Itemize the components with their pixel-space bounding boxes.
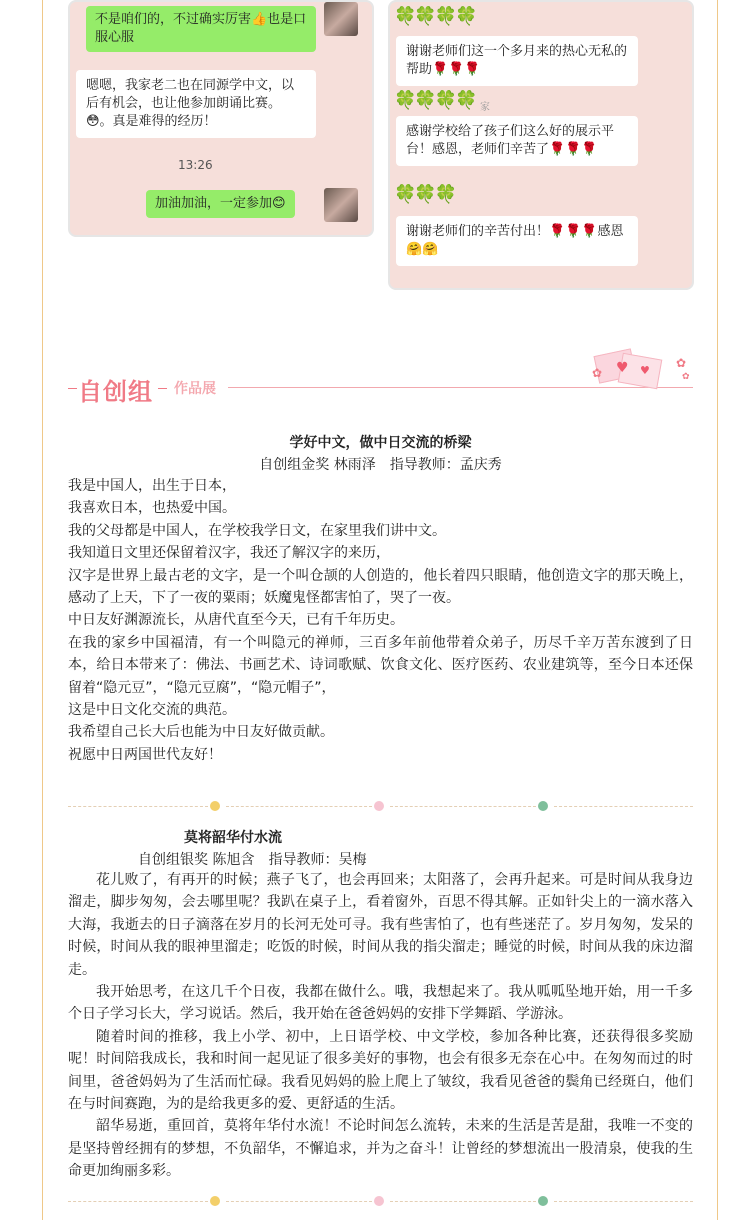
- divider-dot: [538, 1196, 548, 1206]
- article-paragraph: 中日友好渊源流长，从唐代直至今天，已有千年历史。: [68, 612, 404, 629]
- article-title: 学好中文，做中日交流的桥梁: [289, 435, 472, 451]
- divider-dot: [374, 1196, 384, 1206]
- divider-dot: [538, 801, 548, 811]
- article-paragraph: 我知道日文里还保留着汉字，我还了解汉字的来历，: [68, 545, 390, 562]
- article-paragraph: 韶华易逝，重回首，莫将年华付水流！不论时间怎么流转，未来的生活是苦是甜，我唯一不变的是坚持曾经拥有的梦想，不负韶华，不懈追求，并为之奋斗！让曾经的梦想流出一股清泉，使我的生命更加绚丽多彩。: [68, 1118, 693, 1180]
- page-frame-left: [42, 0, 43, 1220]
- sticker-text: 家: [480, 102, 490, 113]
- article-byline: 自创组金奖 林雨泽 指导教师：孟庆秀: [259, 457, 502, 473]
- dotted-divider: [68, 800, 693, 812]
- heart-icon: ♥: [616, 360, 629, 376]
- article-paragraph: 花儿败了，有再开的时候；燕子飞了，也会再回来；太阳落了，会再升起来。可是时间从我身边溜走，脚步匆匆，会去哪里呢？我趴在桌子上，看着窗外，百思不得其解。正如针尖上的一滴水落入大海，我逝去的日子滴落在岁月的长河无处可寻。我有些害怕了，也有些迷茫了。岁月匆匆，发呆的时候，时间从我的眼神里溜走；吃饭的时候，时间从我的指尖溜走；睡觉的时候，时间从我的床边溜走。: [68, 872, 693, 978]
- article-paragraph: 我喜欢日本，也热爱中国。: [68, 500, 236, 517]
- flower-icon: ✿: [592, 366, 603, 380]
- chat-message-bubble: 不是咱们的，不过确实厉害👍也是口服心服: [86, 6, 316, 52]
- chat-screenshot-left: [68, 0, 374, 237]
- article-paragraph: 汉字是世界上最古老的文字，是一个叫仓颉的人创造的，他长着四只眼睛，他创造文字的那天晚上，感动了上天，下了一夜的粟雨；妖魔鬼怪都害怕了，哭了一夜。: [68, 567, 693, 607]
- chat-message-bubble: 嗯嗯，我家老二也在同源学中文，以后有机会，也让他参加朗诵比赛。😳。真是难得的经历！: [76, 70, 316, 138]
- avatar: [324, 2, 358, 36]
- clover-sticker-icon: 🍀🍀🍀🍀: [394, 90, 476, 111]
- clover-sticker-icon: 🍀🍀🍀: [394, 184, 456, 205]
- dotted-divider: [68, 1195, 693, 1207]
- header-rule: [228, 387, 693, 388]
- header-dash: [158, 388, 167, 389]
- article-title: 莫将韶华付水流: [184, 830, 282, 846]
- header-dash: [68, 388, 77, 389]
- article-paragraph: 我开始思考，在这几千个日夜，我都在做什么。哦，我想起来了。我从呱呱坠地开始，用一千多个日子学习长大，学习说话。然后，我开始在爸爸妈妈的安排下学舞蹈、学游泳。: [68, 984, 693, 1023]
- chat-message-bubble: 感谢学校给了孩子们这么好的展示平台！感恩，老师们辛苦了🌹🌹🌹: [396, 116, 638, 166]
- article-paragraph: 我的父母都是中国人，在学校我学日文，在家里我们讲中文。: [68, 522, 446, 539]
- article-paragraph: 随着时间的推移，我上小学、初中，上日语学校、中文学校，参加各种比赛，还获得很多奖励呢！时间陪我成长，我和时间一起见证了很多美好的事物，也会有很多无奈在心中。在匆匆而过的时间里，爸爸妈妈为了生活而忙碌。我看见妈妈的脸上爬上了皱纹，我看见爸爸的鬓角已经斑白，他们在与时间赛跑，为的是给我更多的爱、更舒适的生活。: [68, 1028, 693, 1113]
- section-subtitle: 作品展: [174, 381, 216, 397]
- section-title: 自创组: [78, 378, 153, 406]
- article-paragraph: 祝愿中日两国世代友好！: [68, 746, 222, 763]
- article-paragraph: 我是中国人，出生于日本，: [68, 478, 236, 494]
- divider-dot: [210, 801, 220, 811]
- page-frame-right: [717, 0, 718, 1220]
- chat-timestamp: 13:26: [178, 158, 213, 172]
- article-paragraph: 我希望自己长大后也能为中日友好做贡献。: [68, 724, 334, 741]
- article-byline: 自创组银奖 陈旭含 指导教师：吴梅: [138, 852, 367, 868]
- flower-icon: ✿: [682, 372, 690, 382]
- chat-message-bubble: 加油加油，一定参加😊: [146, 190, 295, 218]
- chat-message-bubble: 谢谢老师们这一个多月来的热心无私的帮助🌹🌹🌹: [396, 36, 638, 86]
- article-paragraph: 在我的家乡中国福清，有一个叫隐元的禅师，三百多年前他带着众弟子，历尽千辛万苦东渡到了日本，给日本带来了：佛法、书画艺术、诗词歌赋、饮食文化、医疗医药、农业建筑等，至今日本还保留着“隐元豆”，“隐元豆腐”，“隐元帽子”，: [68, 634, 693, 696]
- avatar: [324, 188, 358, 222]
- divider-dot: [374, 801, 384, 811]
- chat-message-bubble: 谢谢老师们的辛苦付出！🌹🌹🌹感恩🤗🤗: [396, 216, 638, 266]
- article-body: [68, 475, 693, 766]
- clover-sticker-icon: 🍀🍀🍀🍀: [394, 6, 476, 27]
- divider-dot: [210, 1196, 220, 1206]
- chat-screenshot-right: [388, 0, 694, 290]
- section-header: [68, 352, 693, 406]
- flower-icon: ✿: [676, 356, 687, 370]
- heart-icon: ♥: [640, 364, 650, 377]
- article-paragraph: 这是中日文化交流的典范。: [68, 702, 236, 719]
- article-body: [68, 869, 693, 1183]
